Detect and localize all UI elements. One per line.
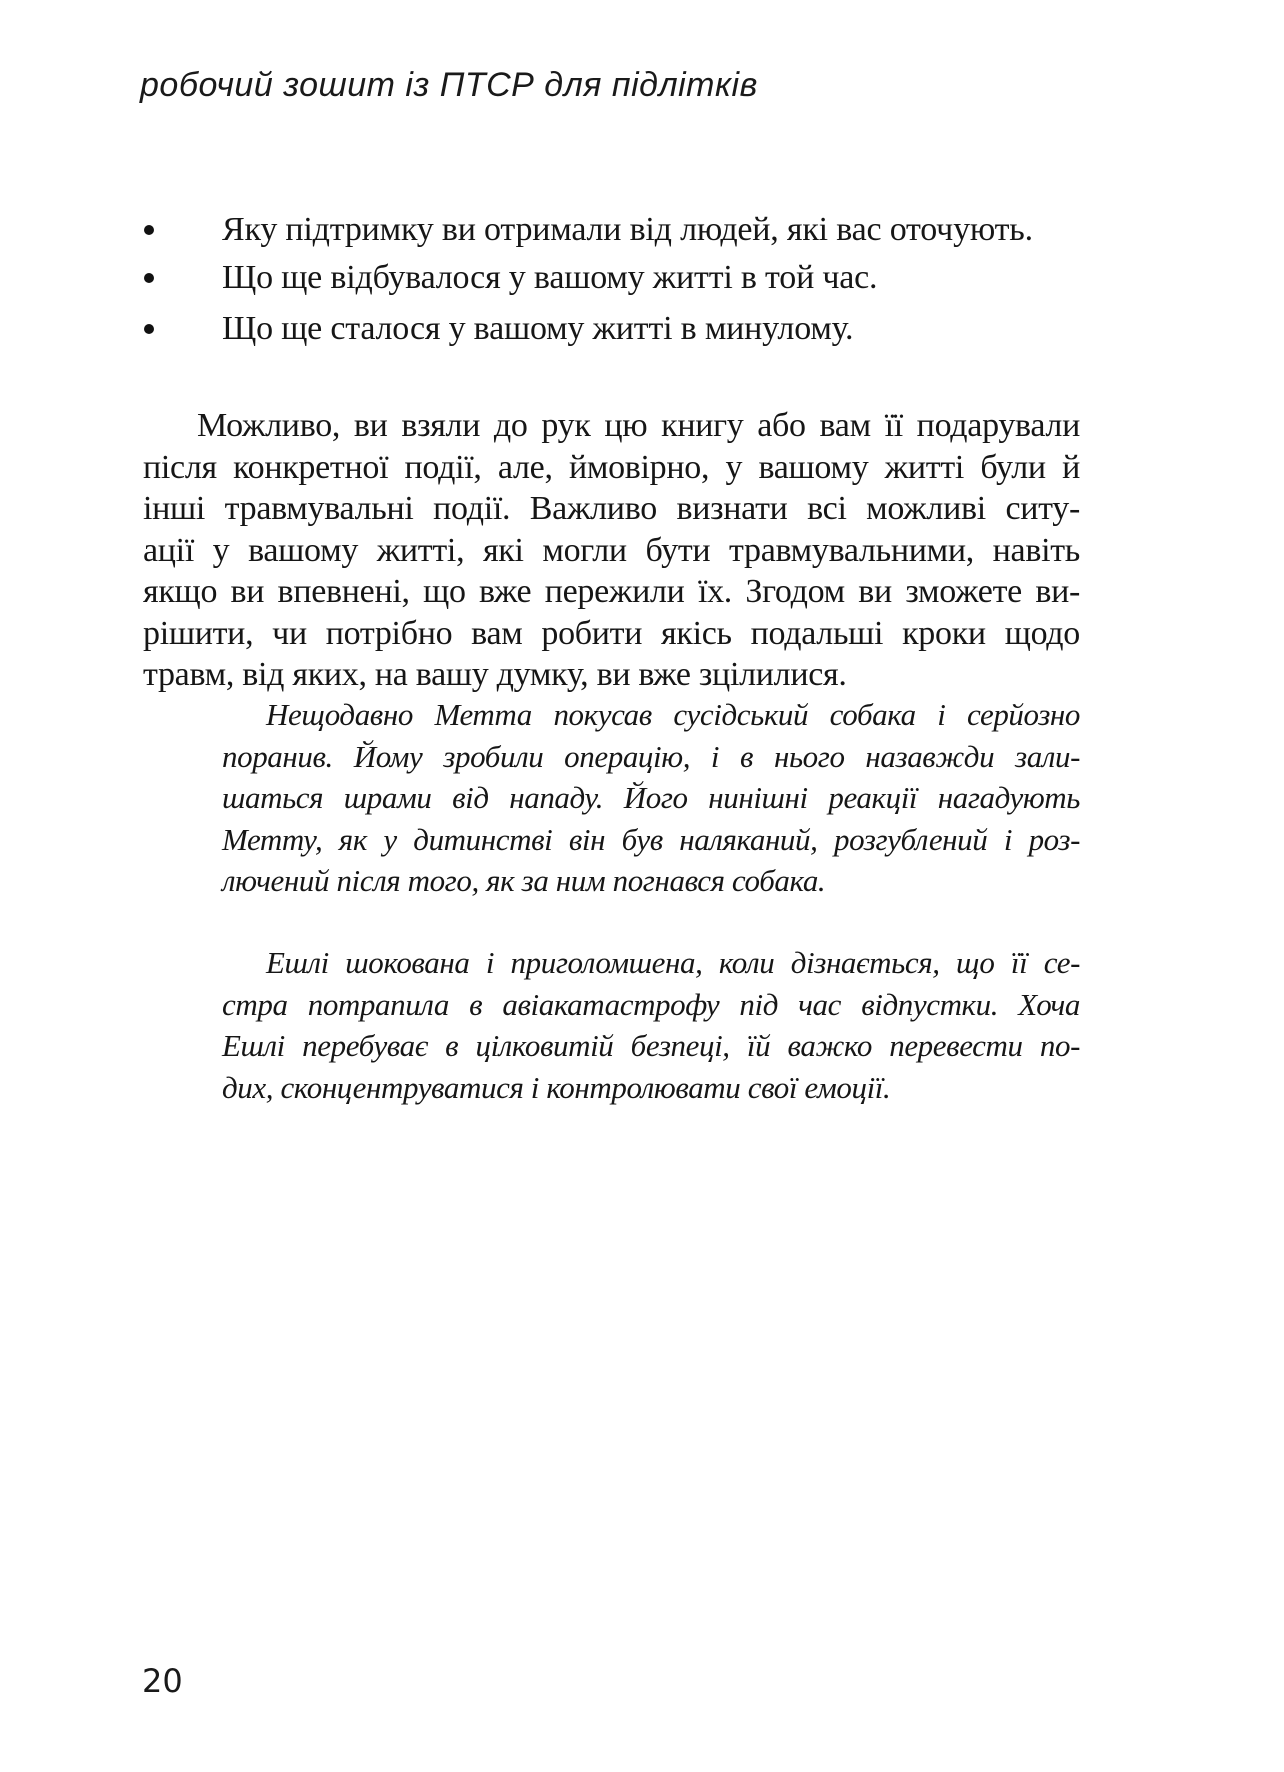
example-line: Ешлі перебуває в цілковитій безпеці, їй важко перевести по- xyxy=(222,1028,1080,1063)
bullet-list xyxy=(140,206,1100,353)
body-paragraph xyxy=(143,405,1080,696)
paragraph-line: після конкретної події, але, ймовірно, у вашому житті були й xyxy=(143,448,1080,486)
example-line: лючений після того, як за ним погнався собака. xyxy=(222,863,826,898)
bullet-text: Що ще сталося у вашому житті в минулому. xyxy=(222,310,854,347)
example-line: дих, сконцентруватися і контролювати свої емоції. xyxy=(222,1069,891,1105)
bullet-icon xyxy=(144,225,154,235)
bullet-item xyxy=(140,305,1100,353)
example-matt xyxy=(222,694,1080,902)
bullet-item xyxy=(140,254,1100,302)
example-line: Ешлі шокована і приголомшена, коли дізнається, що її се- xyxy=(266,945,1080,980)
paragraph-line: Можливо, ви взяли до рук цю книгу або вам її подарували xyxy=(197,407,1080,444)
example-line: Нещодавно Метта покусав сусідський собака і серйозно xyxy=(266,697,1080,732)
paragraph-line: ації у вашому житті, які могли бути травмувальними, навіть xyxy=(143,531,1080,569)
bullet-item xyxy=(140,206,1100,254)
example-line: шаться шрами від нападу. Його нинішні реакції нагадують xyxy=(222,780,1080,815)
bullet-text: Що ще відбувалося у вашому житті в той час. xyxy=(222,259,878,296)
bullet-icon xyxy=(144,273,154,283)
paragraph-line: рішити, чи потрібно вам робити якісь подальші кроки щодо xyxy=(143,614,1080,652)
running-header: робочий зошит із ПТСР для підлітків xyxy=(140,66,758,104)
page-number: 20 xyxy=(142,1662,183,1700)
example-line: стра потрапила в авіакатастрофу під час відпустки. Хоча xyxy=(222,986,1080,1022)
paragraph-line: якщо ви впевнені, що вже пережили їх. Згодом ви зможете ви- xyxy=(143,573,1080,610)
bullet-text: Яку підтримку ви отримали від людей, які вас оточують. xyxy=(222,211,1033,248)
example-line: поранив. Йому зробили операцію, і в нього назавжди зали- xyxy=(222,738,1080,774)
example-line: Метту, як у дитинстві він був наляканий, розгублений і роз- xyxy=(222,821,1080,857)
paragraph-line: інші травмувальні події. Важливо визнати всі можливі ситу- xyxy=(143,490,1080,527)
paragraph-line: травм, від яких, на вашу думку, ви вже зцілилися. xyxy=(143,656,847,693)
bullet-icon xyxy=(144,324,154,334)
example-ashley xyxy=(222,942,1080,1108)
